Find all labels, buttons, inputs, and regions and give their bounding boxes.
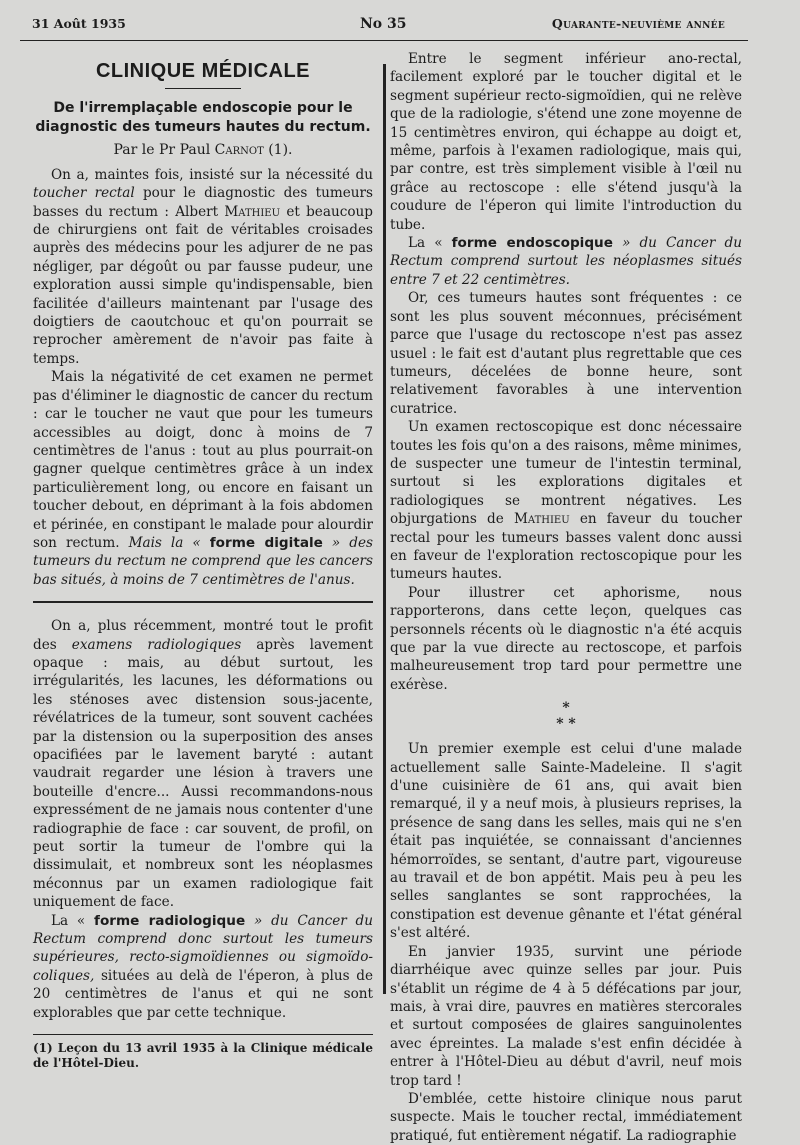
header-rule: [20, 40, 748, 41]
section-separator: [33, 601, 373, 603]
paragraph: On a, plus récemment, montré tout le profit des examens radiologiques après lavement opaque : mais, au début surtout, les irrégularités, les lacunes, les déformations ou les sténoses avec distension sous-jacente, révélatrices de la tumeur, sont souvent cachées par la distension ou la superposition des anses opacifiées par le lavement baryté : autant vaudrait regarder une lésion à travers une bouteille d'encre... Aussi recommandons-nous expressément de ne jamais nous contenter d'une radiographie de face : car souvent, de profil, on peut sortir la tumeur de l'ombre qui la dissimulait, et nombreux sont les néoplasmes méconnus par un examen radiologique fait uniquement de face.: [33, 618, 374, 911]
asterism-top: *: [562, 700, 570, 717]
paragraph: D'emblée, cette histoire clinique nous parut suspecte. Mais le toucher rectal, immédiatement pratiqué, fut entièrement négatif. La radiographie: [390, 1090, 742, 1144]
asterism: [390, 700, 742, 732]
section-title: CLINIQUE MÉDICALE: [95, 60, 311, 82]
paragraph: Pour illustrer cet aphorisme, nous rapporterons, dans cette leçon, quelques cas personnels récents où le diagnostic n'a été acquis que par la vue directe au rectoscope, et parfois malheureusement trop tard pour permettre une exérèse.: [390, 584, 742, 693]
title-rule: [165, 88, 241, 89]
header-issue-number: No 35: [360, 16, 407, 32]
paragraph: Un premier exemple est celui d'une malade actuellement salle Sainte-Madeleine. Il s'agit d'une cuisinière de 61 ans, qui avait bien remarqué, il y a neuf mois, à plusieurs reprises, la présence de sang dans les selles, mais qui ne s'en était pas inquiétée, se connaissant d'anciennes hémorroïdes, se sentant, d'autre part, vigoureuse au travail et de bon appétit. Mais peu à peu les selles sanglantes se sont rapprochées, la constipation est devenue gênante et l'état général s'est altéré.: [390, 741, 742, 942]
paragraph: En janvier 1935, survint une période diarrhéique avec quinze selles par jour. Puis s'établit un régime de 4 à 5 défécations par jour, mais, à vrai dire, pauvres en matières stercorales et surtout composées de glaires sanguinolentes avec épreintes. La malade s'est enfin décidée à entrer à l'Hôtel-Dieu au début d'avril, neuf mois trop tard !: [390, 943, 742, 1089]
article-title: De l'irremplaçable endoscopie pour le diagnostic des tumeurs hautes du rectum.: [35, 100, 371, 136]
byline-author: Carnot: [214, 142, 264, 159]
header-date: 31 Août 1935: [32, 16, 126, 31]
paragraph: La « forme endoscopique » du Cancer du Rectum comprend surtout les néoplasmes situés entre 7 et 22 centimètres.: [390, 235, 742, 288]
header-year: Quarante-neuvième année: [551, 16, 725, 31]
byline-prefix: Par le Pr Paul: [113, 142, 211, 159]
footnote: (1) Leçon du 13 avril 1935 à la Clinique médicale de l'Hôtel-Dieu.: [33, 1041, 373, 1071]
paragraph: Un examen rectoscopique est donc nécessaire toutes les fois qu'on a des raisons, même minimes, de suspecter une tumeur de l'intestin terminal, surtout si les explorations digitales et radiologiques se montrent négatives. Les objurgations de Mathieu en faveur du toucher rectal pour les tumeurs basses valent donc aussi en faveur de l'exploration rectoscopique pour les tumeurs hautes.: [390, 419, 742, 583]
paragraph: La « forme radiologique » du Cancer du Rectum comprend donc surtout les tumeurs supérieures, recto-sigmoïdiennes ou sigmoïdo-coliques, situées au delà de l'éperon, à plus de 20 centimètres de l'anus et qui ne sont explorables que par cette technique.: [33, 912, 373, 1021]
byline: [33, 141, 373, 159]
paragraph: Or, ces tumeurs hautes sont fréquentes : ce sont les plus souvent méconnues, précisément parce que l'usage du rectoscope n'est pas assez usuel : le fait est d'autant plus regrettable que ces tumeurs, décelées de bonne heure, sont relativement favorables à une intervention curatrice.: [390, 290, 742, 417]
page-header: [30, 16, 725, 38]
footnote-rule: [33, 1034, 373, 1035]
asterism-bottom: * *: [556, 716, 576, 733]
column-divider: [383, 64, 386, 994]
paragraph: On a, maintes fois, insisté sur la nécessité du toucher rectal pour le diagnostic des tumeurs basses du rectum : Albert Mathieu et beaucoup de chirurgiens ont fait de véritables croisades auprès des médecins pour les adjurer de ne pas négliger, par dégoût ou par fausse pudeur, une exploration aussi simple qu'indispensable, bien facilitée d'ailleurs maintenant par l'usage des doigtiers de caoutchouc et qu'on pourrait se reprocher amèrement de n'avoir pas faite à temps.: [33, 166, 373, 367]
right-column: [390, 50, 742, 1145]
left-column: [33, 50, 373, 1071]
paragraph: Mais la négativité de cet examen ne permet pas d'éliminer le diagnostic de cancer du rectum : car le toucher ne vaut que pour les tumeurs accessibles au doigt, donc à moins de 7 centimètres de l'anus : tout au plus pourrait-on gagner quelque centimètres grâce à un index particulièrement long, ou encore en faisant un toucher debout, en déprimant à la fois abdomen et périnée, en constipant le malade pour alourdir son rectum. Mais la « forme digitale » des tumeurs du rectum ne comprend que les cancers bas situés, à moins de 7 centimètres de l'anus.: [33, 369, 373, 588]
paragraph: Entre le segment inférieur ano-rectal, facilement exploré par le toucher digital et le segment supérieur recto-sigmoïdien, qui ne relève que de la radiologie, s'étend une zone moyenne de 15 centimètres environ, qui échappe au doigt et, même, parfois à l'examen radiologique, mais qui, par contre, est très simplement visible à l'œil nu grâce au rectoscope : elle s'étend jusqu'à la coudure de l'éperon qui limite l'introduction du tube.: [390, 51, 742, 233]
byline-footnote-ref: (1).: [268, 142, 293, 159]
